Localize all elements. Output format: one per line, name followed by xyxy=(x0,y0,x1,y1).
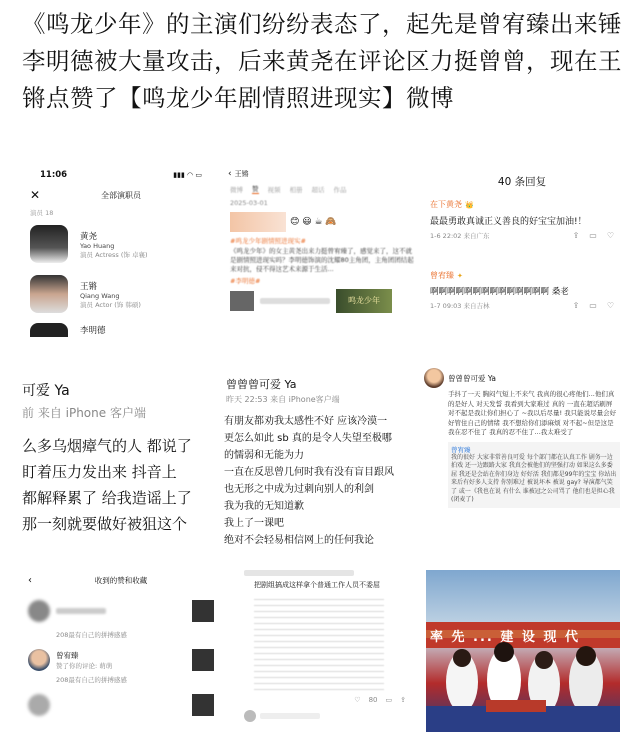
post-thumb[interactable] xyxy=(192,694,214,716)
cast-title: 全部演职员 xyxy=(101,190,141,200)
post-line: 我为我的无知道歉 xyxy=(224,501,304,512)
group-photo-icon xyxy=(426,570,620,732)
like-item-text: 208最有自己的拼搏感感 xyxy=(56,676,127,684)
profile-screen xyxy=(224,166,420,366)
share-icon[interactable]: ⇪ xyxy=(572,231,580,240)
tab[interactable]: 相册 xyxy=(289,185,303,194)
comment-icon[interactable]: ▭ xyxy=(589,231,597,240)
post-thumb[interactable] xyxy=(192,600,214,622)
post-line: 我上了一课吧 xyxy=(224,518,284,529)
reply-author[interactable]: 曾宥臻 xyxy=(451,445,471,454)
badge-icon: 👑 xyxy=(465,200,474,209)
post-line: 么多乌烟瘴气的人 都说了 xyxy=(22,437,192,455)
comments-count-title: 40 条回复 xyxy=(497,176,547,188)
member-name: 王锵 xyxy=(80,281,98,292)
like-item-text: 208最有自己的拼搏感感 xyxy=(56,631,127,639)
liker-name[interactable]: 曾宥臻 xyxy=(56,651,79,660)
post-line: 那一刻就要做好被狙这个 xyxy=(22,515,188,533)
post-text: 《鸣龙少年》的女主黄尧出来力挺曾宥臻了，感觉来了，这不就是剧情照进现实吗？李明德饰演的沈耀80主角团，主角团团结起来对抗，侵不得这艺术来源于生活... xyxy=(230,247,414,273)
cast-screen xyxy=(22,166,220,378)
sticker-image xyxy=(230,212,286,232)
back-icon[interactable]: ‹ xyxy=(228,169,232,179)
post-author[interactable]: 曾曾曾可爱 Ya xyxy=(448,373,497,383)
letter-screen xyxy=(224,568,420,732)
back-icon[interactable]: ‹ xyxy=(28,574,32,586)
post-line: 也无形之中成为过刺向别人的利剑 xyxy=(224,484,374,495)
letter-body xyxy=(254,594,384,690)
member-role: 演员 Actress (饰 卓襄) xyxy=(80,250,148,259)
avatar[interactable] xyxy=(244,710,256,722)
comment-item xyxy=(424,270,620,310)
post-right xyxy=(424,366,620,560)
member-en: Yao Huang xyxy=(80,241,115,250)
close-icon[interactable]: ✕ xyxy=(30,188,41,202)
avatar xyxy=(30,323,68,337)
avatar[interactable] xyxy=(28,649,50,671)
commenter-name[interactable]: 曾宥臻 xyxy=(430,271,454,280)
letter-header: 把剧组搞成这样拿个普通工作人员不委屈 xyxy=(254,581,380,589)
like-count: 80 xyxy=(368,696,378,704)
banner-text: 率 先 ... 建 设 现 代 xyxy=(430,630,580,645)
post-date: 2025-03-01 xyxy=(230,199,268,207)
avatar[interactable] xyxy=(424,368,444,388)
comment-meta: 1-6 22:02 来自广东 xyxy=(430,232,490,240)
share-icon[interactable]: ⇪ xyxy=(400,696,406,704)
cast-member[interactable] xyxy=(22,319,220,341)
profile-back-label: 王锵 xyxy=(234,170,249,178)
avatar[interactable] xyxy=(28,600,50,622)
like-action: 赞了你的评论: 萌萌 xyxy=(56,662,113,670)
tab[interactable]: 微博 xyxy=(230,185,243,194)
comments-screen xyxy=(424,166,620,366)
post-author[interactable]: 可爱 Ya xyxy=(22,383,70,399)
likes-title: 收到的赞和收藏 xyxy=(94,575,148,585)
status-icons: ▮▮▮ ◠ ▭ xyxy=(173,171,202,179)
member-name: 黄尧 xyxy=(80,231,98,242)
comment-text: 最最勇敢真诚正义善良的好宝宝加油!！ xyxy=(430,217,587,227)
post-line: 有朋友都劝我太感性不好 应该冷漠一 xyxy=(224,416,388,427)
post-line: 更怎么如此 sb 真的是令人失望至极哪 xyxy=(224,433,392,444)
tab-likes[interactable]: 赞 xyxy=(252,185,259,193)
avatar[interactable] xyxy=(28,694,50,716)
repost-poster[interactable]: 鸣龙少年 xyxy=(336,289,392,313)
comment-icon[interactable]: ▭ xyxy=(589,301,597,310)
share-icon[interactable]: ⇪ xyxy=(572,301,580,310)
section-label: 演员 18 xyxy=(30,209,54,217)
likes-screen xyxy=(22,568,220,732)
like-icon[interactable]: ♡ xyxy=(354,696,361,704)
avatar xyxy=(30,275,68,313)
post-line: 绝对不会轻易相信网上的任何我论 xyxy=(224,535,374,546)
reply-text: 我的很好 大家非常善良可爱 每个部门都在认真工作 剧务一边拍戏 还一边跟路大家 我真会被他们的坚强打动 如果这么多委屈 我还是会站在你们身边 好好活 我们都是99年的宝宝 你站出来后有好多人支持 你别难过 被说坏本 被说 gay? 导演都气笑了 或一《我也在说 有什么 谁被冠之公司骂了 他们也是担心我(闭麦了) xyxy=(451,453,617,503)
post-meta: 前 来自 iPhone 客户端 xyxy=(22,406,146,420)
comment-meta: 1-7 09:03 来自吉林 xyxy=(430,302,490,310)
member-role: 演员 Actor (饰 韩硕) xyxy=(80,300,141,309)
member-en: Qiang Wang xyxy=(80,291,120,300)
cast-member[interactable] xyxy=(22,219,220,269)
comment-item xyxy=(424,199,620,240)
like-icon[interactable]: ♡ xyxy=(606,301,614,310)
post-line: 的懦弱和无能为力 xyxy=(224,450,304,461)
post-meta: 昨天 22:53 来自 iPhone客户端 xyxy=(226,395,340,404)
post-middle xyxy=(224,374,420,560)
comment-icon[interactable]: ▭ xyxy=(385,696,393,704)
tab[interactable]: 视频 xyxy=(267,185,281,194)
post-left xyxy=(22,378,220,560)
emoji-row: 😊 😃 ☕ 🙈 xyxy=(290,217,337,227)
cast-member[interactable] xyxy=(22,269,220,319)
reply-box xyxy=(448,442,620,508)
post-tag-2[interactable]: #李明德# xyxy=(230,277,261,285)
post-text: 手抖了一天 胸闷气短上不来气 我真的很心疼他们...他们真的是好人 对天发誓 我看到大家难过 真的 一直在超话刷屏 对不起是我让你们担心了 ~我以后尽量! 我只能说尽量会好好管住自己的情绪 我不想给你们添麻烦 对不起~但是这是我在忍不住了 我真的忍不住了...我太难受了 xyxy=(448,390,617,436)
verified-icon: ✦ xyxy=(457,271,463,280)
comment-text: 啊啊啊啊啊啊啊啊啊啊啊啊啊啊 桑老 xyxy=(430,287,569,297)
post-tag[interactable]: #鸣龙少年剧情照进现实# xyxy=(230,237,306,245)
group-photo xyxy=(426,570,620,732)
post-thumb[interactable] xyxy=(192,649,214,671)
post-author[interactable]: 曾曾曾可爱 Ya xyxy=(226,378,297,391)
status-time: 11:06 xyxy=(40,170,68,180)
headline: 《鸣龙少年》的主演们纷纷表态了，起先是曾宥臻出来锤李明德被大量攻击，后来黄尧在评论区力挺曾曾，现在王锵点赞了【鸣龙少年剧情照进现实】微博 xyxy=(22,10,622,112)
post-line: 盯着压力发出来 抖音上 xyxy=(22,463,177,481)
member-name: 李明德 xyxy=(80,326,106,336)
post-line: 一直在反思曾几何时我有没有盲目跟风 xyxy=(224,467,394,478)
tab[interactable]: 超话 xyxy=(311,185,325,194)
post-line: 都解释累了 给我造谣上了 xyxy=(22,489,192,507)
tab[interactable]: 作品 xyxy=(333,185,347,194)
commenter-name[interactable]: 在下黄尧 xyxy=(430,200,462,209)
like-icon[interactable]: ♡ xyxy=(606,231,614,240)
repost-thumb[interactable] xyxy=(230,291,254,311)
avatar xyxy=(30,225,68,263)
